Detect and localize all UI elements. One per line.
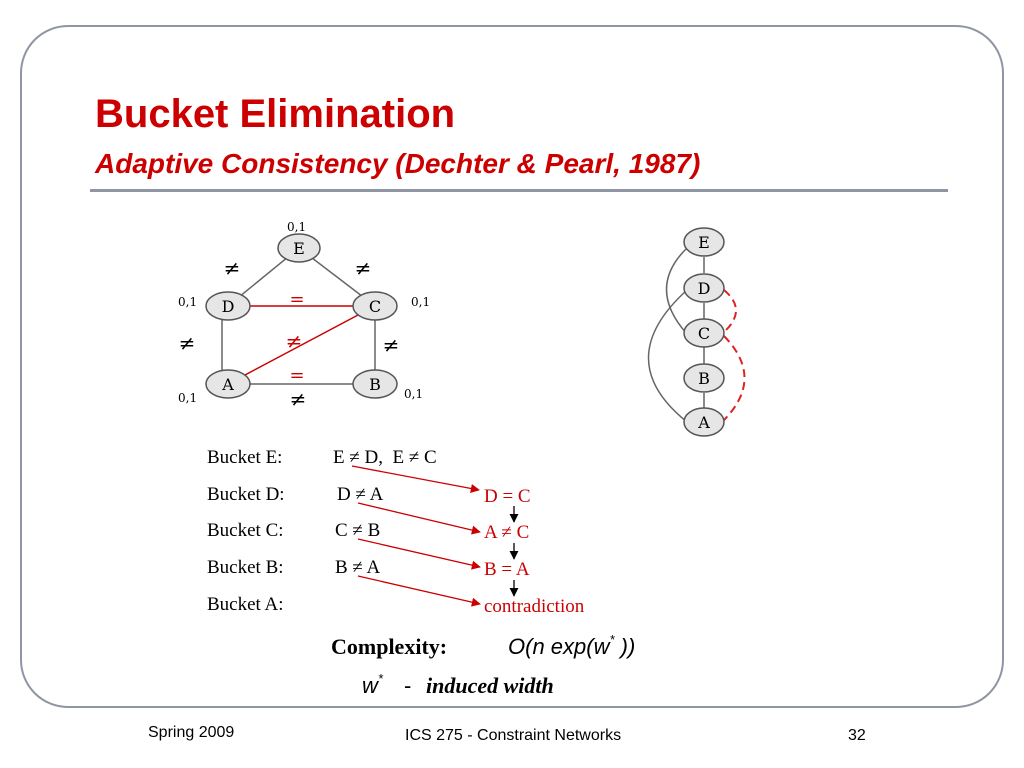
slide-subtitle: Adaptive Consistency (Dechter & Pearl, 1987) bbox=[95, 148, 701, 179]
bucket-E-label: Bucket E: bbox=[207, 447, 283, 468]
derived-D-C: D = C bbox=[484, 486, 531, 507]
node-A-label: A bbox=[222, 375, 234, 394]
w-symbol: w bbox=[362, 673, 378, 698]
complexity-formula bbox=[508, 632, 635, 659]
node-D-label: D bbox=[221, 297, 235, 316]
node-B bbox=[353, 370, 397, 398]
induced-graph bbox=[649, 228, 745, 436]
bucket-C-label: Bucket C: bbox=[207, 520, 284, 541]
node-D bbox=[206, 292, 250, 320]
label-A-C: ≠ bbox=[285, 329, 303, 353]
induced-width-symbol bbox=[362, 671, 384, 698]
label-C-B: ≠ bbox=[382, 333, 400, 357]
ord-node-E-label: E bbox=[698, 233, 710, 252]
ord-node-B bbox=[684, 364, 724, 392]
bucket-D-label: Bucket D: bbox=[207, 484, 285, 505]
node-C-label: C bbox=[368, 297, 382, 316]
slide-title: Bucket Elimination bbox=[95, 92, 456, 136]
derived-constraints bbox=[484, 486, 585, 617]
node-E-label: E bbox=[293, 239, 305, 258]
bucket-E-content: E ≠ D, E ≠ C bbox=[333, 447, 437, 468]
induced-width-dash: - bbox=[404, 673, 412, 698]
footer-course: ICS 275 - Constraint Networks bbox=[405, 727, 622, 744]
label-D-C: = bbox=[289, 289, 305, 310]
ord-node-A bbox=[684, 408, 724, 436]
label-A-B: = bbox=[289, 365, 305, 386]
arc-D-A bbox=[649, 290, 688, 422]
node-E bbox=[278, 234, 320, 262]
label-A-B-bottom: ≠ bbox=[289, 387, 307, 411]
domain-B: 0,1 bbox=[404, 387, 424, 401]
ord-node-B-label: B bbox=[698, 369, 710, 388]
bucket-A-label: Bucket A: bbox=[207, 594, 284, 615]
domain-E: 0,1 bbox=[287, 220, 307, 234]
ord-node-C bbox=[684, 319, 724, 347]
induced-arc-D-C bbox=[724, 290, 736, 332]
bucket-list bbox=[207, 447, 437, 615]
bucket-B-content: B ≠ A bbox=[335, 557, 381, 578]
footer-date: Spring 2009 bbox=[148, 724, 235, 741]
ord-node-A-label: A bbox=[698, 413, 710, 432]
complexity-formula-prefix: O(n exp(w bbox=[508, 634, 610, 659]
node-A bbox=[206, 370, 250, 398]
ord-node-C-label: C bbox=[697, 324, 711, 343]
ord-node-E bbox=[684, 228, 724, 256]
derived-A-C: A ≠ C bbox=[484, 522, 530, 543]
arrow-bucketB bbox=[358, 576, 480, 604]
domain-C: 0,1 bbox=[411, 295, 431, 309]
derived-B-A: B = A bbox=[484, 559, 530, 580]
node-C bbox=[353, 292, 397, 320]
complexity-formula-suffix: )) bbox=[614, 634, 636, 659]
bucket-C-content: C ≠ B bbox=[335, 520, 381, 541]
ord-node-D-label: D bbox=[697, 279, 711, 298]
induced-width-label: induced width bbox=[426, 673, 554, 698]
derived-contradiction: contradiction bbox=[484, 596, 585, 617]
bucket-D-content: D ≠ A bbox=[337, 484, 384, 505]
complexity-formula-star: * bbox=[609, 632, 615, 647]
node-B-label: B bbox=[369, 375, 381, 394]
ord-node-D bbox=[684, 274, 724, 302]
constraint-graph bbox=[178, 220, 430, 411]
w-star: * bbox=[377, 671, 383, 686]
footer-page-number: 32 bbox=[848, 727, 866, 744]
label-E-D: ≠ bbox=[223, 256, 241, 280]
domain-A: 0,1 bbox=[178, 391, 198, 405]
bucket-B-label: Bucket B: bbox=[207, 557, 284, 578]
complexity-block bbox=[331, 632, 635, 698]
induced-arc-C-A bbox=[724, 336, 745, 420]
label-D-A: ≠ bbox=[178, 331, 196, 355]
domain-D: 0,1 bbox=[178, 295, 198, 309]
complexity-label: Complexity: bbox=[331, 634, 448, 659]
label-E-C: ≠ bbox=[354, 256, 372, 280]
